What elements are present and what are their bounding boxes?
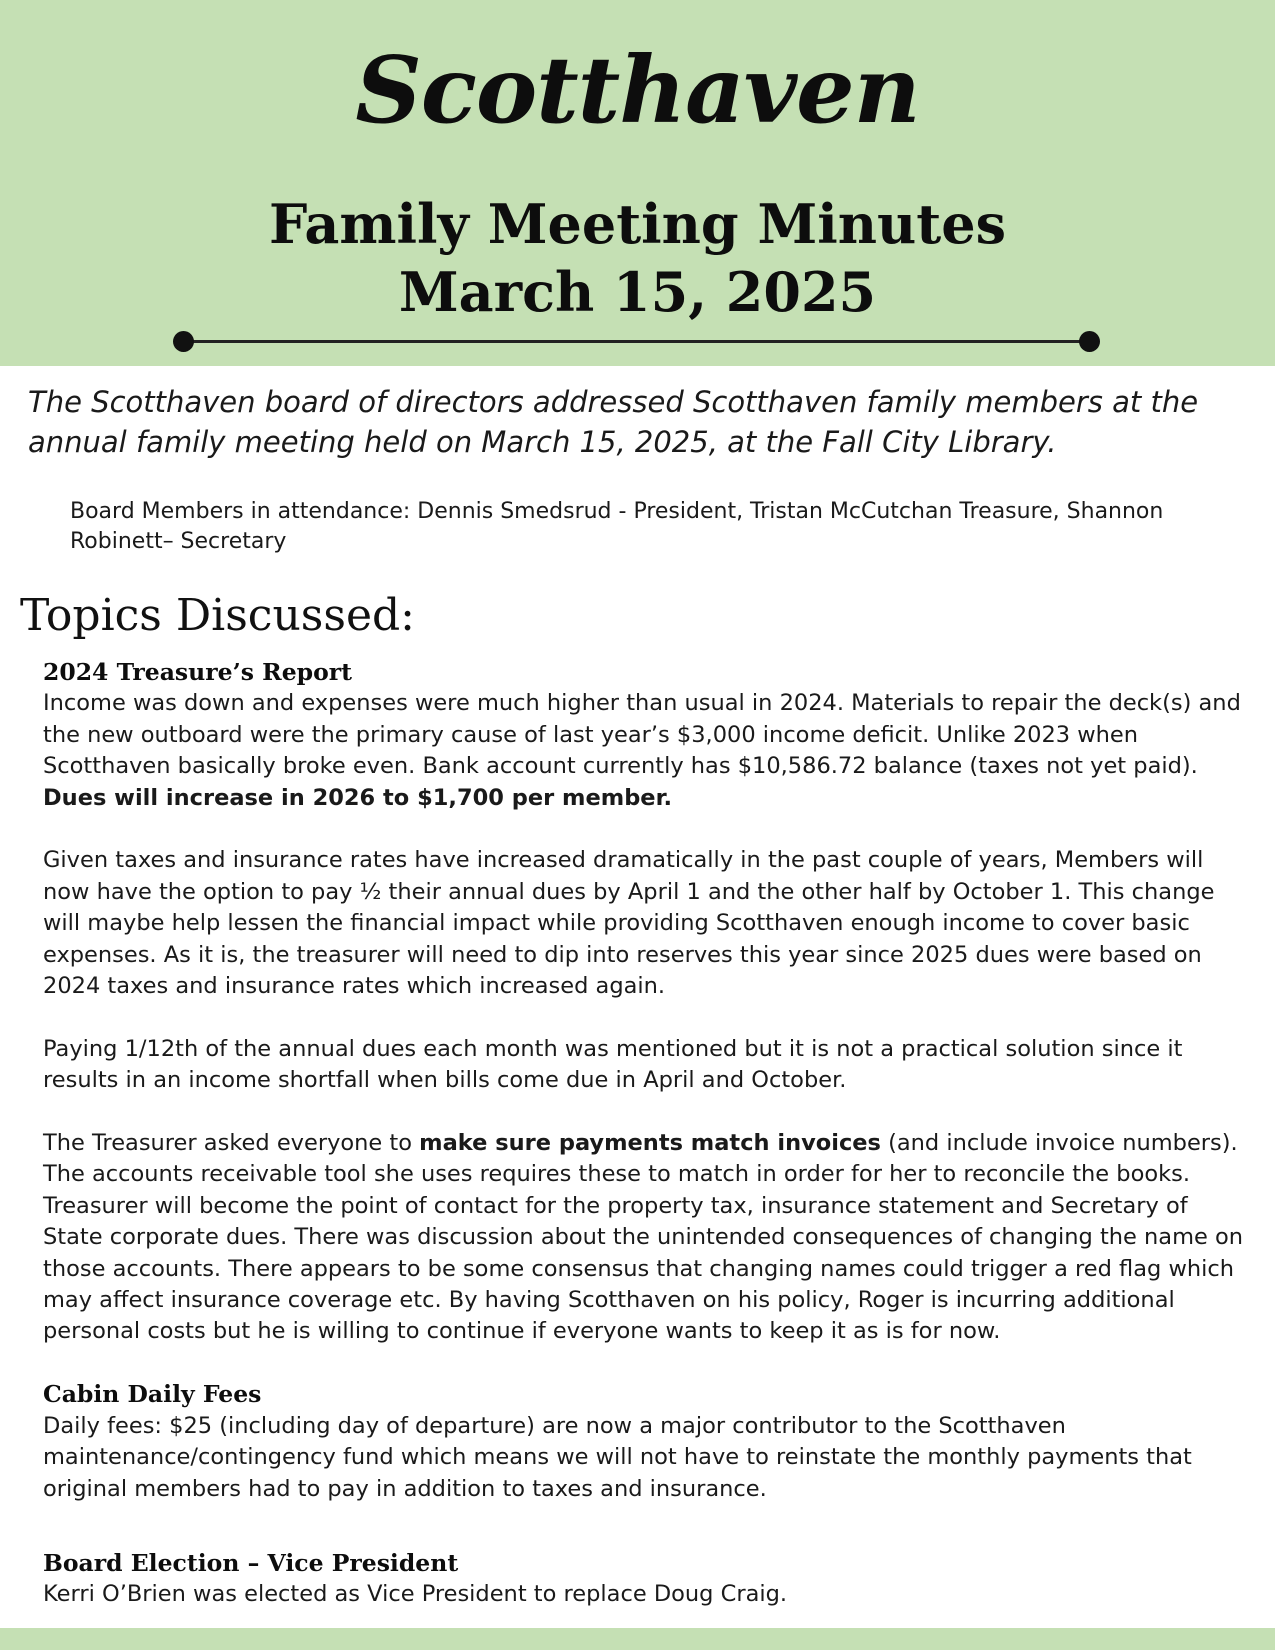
treasurer-paragraph-2: Given taxes and insurance rates have increased dramatically in the past couple of years, Members will now have the option to pay ½ their annual dues by April 1 and the other half by October 1. This change will maybe help lessen the financial impact while providing Scotthaven enough income to cover basic expenses. As it is, the treasurer will need to dip into reserves this year since 2025 dues were based on 2024 taxes and insurance rates which increased again. <box>43 847 1215 1000</box>
topics-body <box>43 657 1253 1611</box>
header-band <box>0 0 1275 366</box>
divider-right-dot <box>1079 331 1100 352</box>
treasurer-p1-text: Income was down and expenses were much higher than usual in 2024. Materials to repair the deck(s) and the new outboard were the primary cause of last year’s $3,000 income deficit. Unlike 2023 when Scotthaven basically broke even. Bank account currently has $10,586.72 balance (taxes not yet paid). <box>43 690 1241 780</box>
spacer <box>43 1002 1253 1033</box>
intro-paragraph: The Scotthaven board of directors addressed Scotthaven family members at the annual family meeting held on March 15, 2025, at the Fall City Library. <box>28 385 1199 459</box>
treasurer-paragraph-3: Paying 1/12th of the annual dues each month was mentioned but it is not a practical solution since it results in an income shortfall when bills come due in April and October. <box>43 1035 1183 1094</box>
spacer <box>43 1348 1253 1379</box>
footer-band <box>0 1628 1275 1650</box>
section-title-cabin-fees: Cabin Daily Fees <box>43 1380 262 1409</box>
title-line-2: March 15, 2025 <box>398 260 877 324</box>
dues-increase-note: Dues will increase in 2026 to $1,700 per member. <box>43 784 673 811</box>
title-line-1: Family Meeting Minutes <box>269 192 1006 256</box>
treasurer-paragraph-4 <box>43 1128 1253 1348</box>
document-title <box>0 190 1275 326</box>
section-title-treasurer: 2024 Treasure’s Report <box>43 658 352 686</box>
spacer <box>43 1505 1253 1548</box>
treasurer-paragraph-1 <box>43 688 1253 814</box>
cabin-fees-paragraph: Daily fees: $25 (including day of departure) are now a major contributor to the Scotthaven maintenance/contingency fund which means we will not have to reinstate the monthly payments that original members had to pay in addition to taxes and insurance. <box>43 1412 1192 1502</box>
treasurer-p4-pre: The Treasurer asked everyone to <box>43 1130 420 1157</box>
payments-match-note: make sure payments match invoices <box>419 1130 881 1157</box>
section-title-election: Board Election – Vice President <box>43 1548 459 1577</box>
election-paragraph: Kerri O’Brien was elected as Vice President to replace Doug Craig. <box>43 1581 788 1608</box>
topics-heading: Topics Discussed: <box>20 590 415 641</box>
spacer <box>43 814 1253 845</box>
divider-left-dot <box>173 331 194 352</box>
treasurer-p4-post: (and include invoice numbers). The accounts receivable tool she uses requires these to match in order for her to reconcile the books. Treasurer will become the point of contact for the property tax, insurance statement and Secretary of State corporate dues. There was discussion about the unintended consequences of changing the name on those accounts. There appears to be some consensus that changing names could trigger a red flag which may affect insurance coverage etc. By having Scotthaven on his policy, Roger is incurring additional personal costs but he is willing to continue if everyone wants to keep it as is for now. <box>43 1130 1244 1345</box>
title-divider <box>182 340 1090 343</box>
brand-title: Scotthaven <box>355 36 920 144</box>
attendance-line: Board Members in attendance: Dennis Smedsrud - President, Tristan McCutchan Treasure, Shannon Robinett– Secretary <box>70 499 1164 554</box>
spacer <box>43 1097 1253 1128</box>
